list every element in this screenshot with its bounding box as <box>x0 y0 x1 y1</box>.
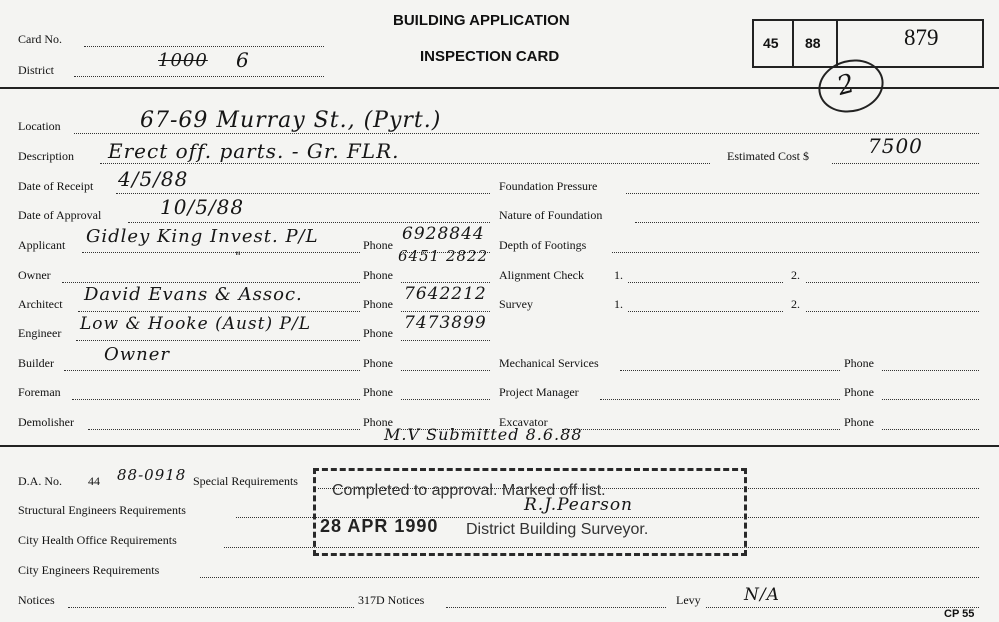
project-manager-label: Project Manager <box>499 385 579 399</box>
notices-317d-line <box>446 607 666 608</box>
nature-foundation-line <box>635 222 979 223</box>
foundation-pressure-line <box>626 193 979 194</box>
stamp-role: District Building Surveyor. <box>466 521 649 538</box>
description-line <box>100 163 710 164</box>
description-value: Erect off. parts. - Gr. FLR. <box>108 139 400 163</box>
engineer-label: Engineer <box>18 326 62 340</box>
card-title-line1: BUILDING APPLICATION <box>393 12 570 29</box>
card-no-label: Card No. <box>18 32 62 46</box>
survey-1: 1. <box>614 297 623 311</box>
mechanical-services-line <box>620 370 840 371</box>
date-receipt-line <box>116 193 490 194</box>
depth-footings-label: Depth of Footings <box>499 238 587 252</box>
builder-phone-line <box>401 370 490 371</box>
engineer-line <box>76 340 360 341</box>
mv-submitted-note: M.V Submitted 8.6.88 <box>384 425 583 444</box>
estimated-cost-line <box>832 163 979 164</box>
survey-2-line <box>806 311 979 312</box>
demolisher-phone-label: Phone <box>363 415 393 429</box>
levy-line <box>706 607 979 608</box>
applicant-phone-value: 6928844 <box>402 224 485 244</box>
builder-label: Builder <box>18 356 54 370</box>
date-receipt-value: 4/5/88 <box>118 167 189 191</box>
stamp-date: 28 APR 1990 <box>320 516 439 536</box>
survey-1-line <box>628 311 783 312</box>
mechanical-phone-label: Phone <box>844 356 874 370</box>
city-engineers-label: City Engineers Requirements <box>18 563 160 577</box>
date-approval-label: Date of Approval <box>18 208 102 222</box>
date-approval-value: 10/5/88 <box>160 195 245 219</box>
card-box-1: 45 <box>763 35 779 51</box>
alignment-check-1-line <box>628 282 783 283</box>
applicant-label: Applicant <box>18 238 66 252</box>
card-number-box <box>752 19 984 68</box>
mechanical-services-label: Mechanical Services <box>499 356 599 370</box>
date-approval-line <box>128 222 490 223</box>
engineer-value: Low & Hooke (Aust) P/L <box>80 314 311 334</box>
card-box-2: 88 <box>805 35 821 51</box>
architect-line <box>78 311 360 312</box>
location-value: 67-69 Murray St., (Pyrt.) <box>140 108 442 133</box>
depth-footings-line <box>612 252 979 253</box>
excavator-line <box>562 429 840 430</box>
owner-label: Owner <box>18 268 51 282</box>
excavator-label: Excavator <box>499 415 548 429</box>
special-requirements-label: Special Requirements <box>193 474 298 488</box>
foreman-label: Foreman <box>18 385 61 399</box>
architect-phone-value: 7642212 <box>404 284 487 304</box>
builder-line <box>64 370 360 371</box>
project-manager-line <box>600 399 840 400</box>
excavator-phone-line <box>882 429 979 430</box>
notices-317d-label: 317D Notices <box>358 593 425 607</box>
project-manager-phone-label: Phone <box>844 385 874 399</box>
applicant-line <box>82 252 360 253</box>
district-label: District <box>18 63 54 77</box>
da-no-label: D.A. No. <box>18 474 62 488</box>
project-manager-phone-line <box>882 399 979 400</box>
engineer-phone-label: Phone <box>363 326 393 340</box>
form-code: CP 55 <box>944 608 975 620</box>
engineer-phone-value: 7473899 <box>404 313 487 333</box>
location-label: Location <box>18 119 61 133</box>
location-line <box>74 133 979 134</box>
applicant-value: Gidley King Invest. P/L <box>86 226 319 247</box>
da-no-prefix: 44 <box>88 474 100 488</box>
demolisher-line <box>88 429 360 430</box>
mechanical-phone-line <box>882 370 979 371</box>
city-health-label: City Health Office Requirements <box>18 533 177 547</box>
builder-value: Owner <box>104 344 171 365</box>
owner-phone-line <box>401 282 490 283</box>
survey-2: 2. <box>791 297 800 311</box>
date-receipt-label: Date of Receipt <box>18 179 94 193</box>
notices-line <box>68 607 354 608</box>
foreman-phone-line <box>401 399 490 400</box>
notices-label: Notices <box>18 593 55 607</box>
district-line <box>74 76 324 77</box>
approval-stamp <box>313 468 747 556</box>
engineer-phone-line <box>401 340 490 341</box>
applicant-phone-label: Phone <box>363 238 393 252</box>
foreman-line <box>72 399 360 400</box>
description-label: Description <box>18 149 74 163</box>
applicant-phone-value-2: 6451 2822 <box>398 247 489 265</box>
architect-phone-label: Phone <box>363 297 393 311</box>
da-no-value: 88-0918 <box>117 466 187 484</box>
foreman-phone-label: Phone <box>363 385 393 399</box>
builder-phone-label: Phone <box>363 356 393 370</box>
district-struck-value: 1000 <box>158 50 208 71</box>
stamp-signature: R.J.Pearson <box>524 495 634 515</box>
architect-label: Architect <box>18 297 63 311</box>
excavator-phone-label: Phone <box>844 415 874 429</box>
card-title-line2: INSPECTION CARD <box>420 48 560 65</box>
city-engineers-line <box>200 577 979 578</box>
owner-phone-label: Phone <box>363 268 393 282</box>
district-value: 6 <box>236 48 250 72</box>
applicant-ditto: " <box>235 250 242 265</box>
card-box-3: 879 <box>904 25 939 50</box>
levy-value: N/A <box>744 585 780 605</box>
alignment-check-label: Alignment Check <box>499 268 584 282</box>
levy-label: Levy <box>676 593 701 607</box>
foundation-pressure-label: Foundation Pressure <box>499 179 598 193</box>
alignment-check-1: 1. <box>614 268 623 282</box>
header-divider <box>0 87 999 89</box>
structural-label: Structural Engineers Requirements <box>18 503 186 517</box>
alignment-check-2: 2. <box>791 268 800 282</box>
card-no-line <box>84 46 324 47</box>
nature-foundation-label: Nature of Foundation <box>499 208 603 222</box>
stamp-completed-text: Completed to approval. Marked off list. <box>332 482 606 499</box>
survey-label: Survey <box>499 297 533 311</box>
architect-value: David Evans & Assoc. <box>84 284 303 305</box>
estimated-cost-label: Estimated Cost $ <box>727 149 809 163</box>
architect-phone-line <box>401 311 490 312</box>
owner-line <box>62 282 360 283</box>
estimated-cost-value: 7500 <box>868 134 923 158</box>
alignment-check-2-line <box>806 282 979 283</box>
lower-divider <box>0 445 999 447</box>
demolisher-label: Demolisher <box>18 415 74 429</box>
circled-number-text: 2 <box>834 68 859 102</box>
